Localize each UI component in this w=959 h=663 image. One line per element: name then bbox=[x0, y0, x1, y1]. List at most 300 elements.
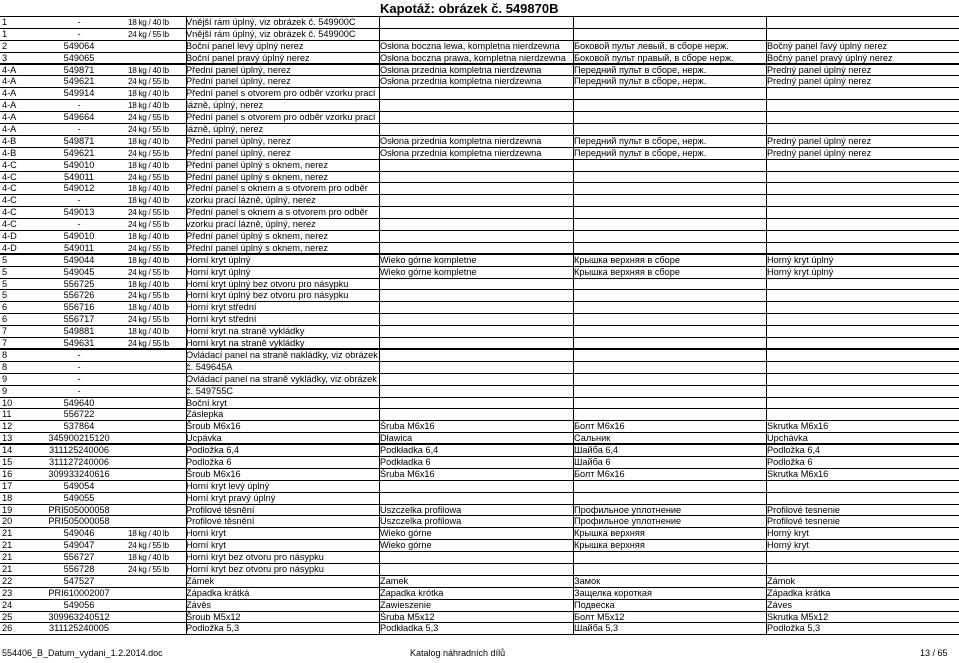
description-sk-cell: Zámok bbox=[767, 575, 796, 586]
part-number-cell: PRI505000058 bbox=[48, 504, 110, 515]
description-ru-cell: Защелка короткая bbox=[574, 587, 652, 598]
description-cz-cell: vzorku prací lázně, úplný, nerez bbox=[186, 195, 316, 206]
weight-cell: 18 kg / 40 lb bbox=[128, 553, 169, 563]
weight-cell: 18 kg / 40 lb bbox=[128, 89, 169, 99]
description-pl-cell bbox=[380, 564, 572, 575]
description-ru-cell: Шайба 5,3 bbox=[574, 623, 619, 634]
part-number-cell: 556725 bbox=[63, 278, 95, 289]
description-cz-cell: Přední panel úplný, nerez bbox=[186, 147, 291, 158]
part-number-cell: - bbox=[77, 100, 81, 111]
position-cell: 4-A bbox=[2, 76, 17, 87]
table-row bbox=[0, 195, 959, 207]
part-number-cell: 311125240006 bbox=[49, 445, 109, 456]
description-ru-cell: Сальник bbox=[574, 433, 611, 444]
position-cell: 13 bbox=[2, 433, 13, 444]
weight-cell bbox=[128, 362, 184, 373]
footer-page-number: 13 / 65 bbox=[920, 648, 948, 658]
footer-filename: 554406_B_Datum_vydani_1.2.2014.doc bbox=[2, 648, 163, 658]
description-sk-cell: Predný panel úplný nerez bbox=[767, 147, 872, 158]
part-number-cell: 556726 bbox=[63, 290, 95, 301]
position-cell: 23 bbox=[2, 587, 13, 598]
position-cell: 4-A bbox=[2, 100, 17, 111]
description-sk-cell bbox=[767, 481, 959, 492]
description-pl-cell bbox=[380, 386, 572, 397]
description-sk-cell: Záves bbox=[767, 599, 793, 610]
description-pl-cell: Uszczelka profilowa bbox=[380, 504, 462, 515]
description-cz-cell: Závěs bbox=[186, 599, 212, 610]
description-sk-cell bbox=[767, 207, 959, 218]
table-row bbox=[0, 267, 959, 279]
description-ru-cell bbox=[574, 362, 764, 373]
part-number-cell: 549046 bbox=[63, 528, 95, 539]
table-row bbox=[0, 290, 959, 302]
weight-cell bbox=[128, 386, 184, 397]
description-ru-cell bbox=[574, 290, 764, 301]
column-divider bbox=[379, 16, 380, 634]
description-ru-cell bbox=[574, 338, 764, 348]
description-pl-cell bbox=[380, 207, 572, 218]
weight-cell bbox=[128, 469, 184, 480]
description-ru-cell bbox=[574, 398, 764, 409]
table-row bbox=[0, 564, 959, 576]
description-pl-cell bbox=[380, 552, 572, 563]
table-row bbox=[0, 350, 959, 362]
part-number-cell: 345900215120 bbox=[48, 433, 110, 444]
description-ru-cell: Профильное уплотнение bbox=[574, 504, 682, 515]
column-divider bbox=[766, 16, 767, 634]
description-pl-cell: Wieko górne bbox=[380, 528, 432, 539]
description-cz-cell: Boční panel levý úplný nerez bbox=[186, 40, 304, 51]
part-number-cell: - bbox=[77, 28, 81, 39]
description-cz-cell: č. 549645A bbox=[186, 361, 233, 372]
description-cz-cell: Přední panel úplný, nerez bbox=[186, 76, 291, 87]
table-row bbox=[0, 374, 959, 386]
table-row bbox=[0, 600, 959, 612]
weight-cell bbox=[128, 409, 184, 420]
description-sk-cell bbox=[767, 314, 959, 325]
description-ru-cell: Шайба 6,4 bbox=[574, 445, 619, 456]
description-sk-cell bbox=[767, 409, 959, 420]
weight-cell bbox=[128, 516, 184, 527]
description-pl-cell bbox=[380, 362, 572, 373]
description-cz-cell: Horní kryt úplný bez otvoru pro násypku bbox=[186, 278, 349, 289]
page-title: Kapotáž: obrázek č. 549870B bbox=[380, 1, 559, 16]
part-number-cell: 549056 bbox=[63, 599, 95, 610]
description-sk-cell bbox=[767, 350, 959, 361]
part-number-cell: 309933240616 bbox=[48, 468, 110, 479]
weight-cell bbox=[128, 493, 184, 504]
description-cz-cell: Ovládací panel na straně nakládky, viz obrázek bbox=[186, 349, 378, 360]
weight-cell: 24 kg / 55 lb bbox=[128, 125, 169, 135]
description-pl-cell bbox=[380, 493, 572, 504]
description-cz-cell: lázně, úplný, nerez bbox=[186, 124, 264, 135]
weight-cell: 18 kg / 40 lb bbox=[128, 136, 169, 146]
description-pl-cell: Osłona przednia kompletna nierdzewna bbox=[380, 147, 542, 158]
position-cell: 5 bbox=[2, 290, 8, 301]
table-row bbox=[0, 148, 959, 160]
table-row bbox=[0, 398, 959, 410]
part-number-cell: 549011 bbox=[64, 171, 94, 182]
description-sk-cell: Horný kryt bbox=[767, 540, 809, 551]
position-cell: 16 bbox=[2, 468, 13, 479]
weight-cell: 18 kg / 40 lb bbox=[128, 232, 169, 242]
weight-cell: 18 kg / 40 lb bbox=[128, 196, 169, 206]
position-cell: 22 bbox=[2, 575, 13, 586]
description-pl-cell bbox=[380, 183, 572, 194]
position-cell: 21 bbox=[2, 552, 13, 563]
part-number-cell: 549871 bbox=[63, 135, 95, 146]
position-cell: 1 bbox=[2, 17, 8, 27]
description-cz-cell: Vnější rám úplný, viz obrázek č. 549900C bbox=[186, 17, 356, 27]
description-pl-cell: Osłona boczna prawa, kompletna nierdzewna bbox=[380, 52, 566, 63]
position-cell: 4-A bbox=[2, 88, 17, 99]
position-cell: 7 bbox=[2, 326, 8, 337]
description-sk-cell bbox=[767, 124, 959, 135]
description-ru-cell bbox=[574, 183, 764, 194]
weight-cell: 24 kg / 55 lb bbox=[128, 148, 169, 158]
description-ru-cell: Крышка верхняя bbox=[574, 528, 645, 539]
description-cz-cell: Horní kryt levý úplný bbox=[186, 480, 270, 491]
position-cell: 4-D bbox=[2, 242, 17, 253]
table-row bbox=[0, 540, 959, 552]
description-sk-cell: Predný panel úplný nerez bbox=[767, 64, 872, 75]
weight-cell bbox=[128, 576, 184, 587]
weight-cell bbox=[128, 445, 184, 456]
weight-cell bbox=[128, 481, 184, 492]
description-ru-cell bbox=[574, 100, 764, 111]
description-cz-cell: Boční kryt bbox=[186, 397, 227, 408]
weight-cell: 18 kg / 40 lb bbox=[128, 101, 169, 111]
weight-cell: 18 kg / 40 lb bbox=[128, 279, 169, 289]
part-number-cell: 549914 bbox=[63, 88, 95, 99]
description-cz-cell: Podložka 5,3 bbox=[186, 623, 240, 634]
weight-cell: 24 kg / 55 lb bbox=[128, 339, 169, 348]
description-pl-cell bbox=[380, 219, 572, 230]
position-cell: 15 bbox=[2, 456, 13, 467]
table-row bbox=[0, 612, 959, 624]
description-ru-cell: Боковой пульт левый, в сборе нерж. bbox=[574, 40, 729, 51]
description-sk-cell bbox=[767, 302, 959, 313]
description-cz-cell: Přední panel s otvorem pro odběr vzorku prací bbox=[186, 112, 376, 123]
description-pl-cell bbox=[380, 481, 572, 492]
description-cz-cell: Západka krátká bbox=[186, 587, 250, 598]
weight-cell: 24 kg / 55 lb bbox=[128, 172, 169, 182]
position-cell: 6 bbox=[2, 314, 8, 325]
description-pl-cell: Zapadka krótka bbox=[380, 587, 444, 598]
table-row bbox=[0, 493, 959, 505]
description-sk-cell: Západka krátka bbox=[767, 587, 831, 598]
weight-cell bbox=[128, 350, 184, 361]
position-cell: 19 bbox=[2, 504, 13, 515]
table-row bbox=[0, 623, 959, 635]
position-cell: 10 bbox=[2, 397, 13, 408]
description-sk-cell bbox=[767, 398, 959, 409]
part-number-cell: 549013 bbox=[63, 207, 95, 218]
description-pl-cell bbox=[380, 374, 572, 385]
position-cell: 4-D bbox=[2, 231, 17, 242]
description-ru-cell bbox=[574, 195, 764, 206]
position-cell: 4-A bbox=[2, 124, 17, 135]
description-sk-cell bbox=[767, 29, 959, 40]
part-number-cell: 556716 bbox=[63, 302, 95, 313]
description-ru-cell: Шайба 6 bbox=[574, 456, 611, 467]
description-pl-cell: Wieko górne kompletne bbox=[380, 266, 477, 277]
part-number-cell: 311127240006 bbox=[49, 456, 109, 467]
description-ru-cell bbox=[574, 124, 764, 135]
description-sk-cell bbox=[767, 386, 959, 397]
weight-cell: 24 kg / 55 lb bbox=[128, 267, 169, 277]
description-pl-cell bbox=[380, 290, 572, 301]
weight-cell: 24 kg / 55 lb bbox=[128, 291, 169, 301]
description-sk-cell: Profilové tesnenie bbox=[767, 504, 841, 515]
table-row bbox=[0, 76, 959, 88]
description-cz-cell: Přední panel úplný s oknem, nerez bbox=[186, 242, 328, 253]
table-row bbox=[0, 41, 959, 53]
description-sk-cell: Predný panel úplný nerez bbox=[767, 76, 872, 87]
part-number-cell: 549640 bbox=[63, 397, 95, 408]
description-sk-cell: Bočný panel pravý úplný nerez bbox=[767, 52, 893, 63]
description-cz-cell: Přední panel s oknem a s otvorem pro odběr bbox=[186, 207, 368, 218]
description-ru-cell bbox=[574, 112, 764, 123]
description-ru-cell bbox=[574, 17, 764, 28]
part-number-cell: 549621 bbox=[63, 76, 95, 87]
table-row bbox=[0, 53, 959, 65]
description-pl-cell: Wieko górne kompletne bbox=[380, 254, 477, 265]
part-number-cell: 549621 bbox=[63, 147, 95, 158]
weight-cell: 24 kg / 55 lb bbox=[128, 77, 169, 87]
table-row bbox=[0, 219, 959, 231]
part-number-cell: 549881 bbox=[63, 326, 95, 337]
part-number-cell: 549047 bbox=[63, 540, 95, 551]
part-number-cell: 556728 bbox=[63, 563, 95, 574]
description-sk-cell bbox=[767, 326, 959, 337]
weight-cell bbox=[128, 505, 184, 516]
part-number-cell: 549054 bbox=[63, 480, 95, 491]
table-row bbox=[0, 481, 959, 493]
weight-cell: 24 kg / 55 lb bbox=[128, 220, 169, 230]
description-ru-cell bbox=[574, 302, 764, 313]
description-ru-cell bbox=[574, 88, 764, 99]
description-sk-cell bbox=[767, 88, 959, 99]
weight-cell: 18 kg / 40 lb bbox=[128, 327, 169, 337]
weight-cell bbox=[128, 374, 184, 385]
position-cell: 4-A bbox=[2, 112, 17, 123]
description-ru-cell bbox=[574, 29, 764, 40]
description-pl-cell bbox=[380, 172, 572, 183]
table-row bbox=[0, 255, 959, 267]
table-row bbox=[0, 576, 959, 588]
description-cz-cell: Vnější rám úplný, viz obrázek č. 549900C bbox=[186, 28, 356, 39]
part-number-cell: 549065 bbox=[63, 52, 95, 63]
table-row bbox=[0, 552, 959, 564]
position-cell: 14 bbox=[2, 445, 13, 456]
position-cell: 21 bbox=[2, 540, 13, 551]
weight-cell: 24 kg / 55 lb bbox=[128, 541, 169, 551]
description-cz-cell: Ucpávka bbox=[186, 433, 222, 444]
part-number-cell: 556717 bbox=[63, 314, 95, 325]
table-row bbox=[0, 433, 959, 445]
position-cell: 7 bbox=[2, 338, 8, 348]
description-ru-cell bbox=[574, 314, 764, 325]
description-pl-cell: Dławica bbox=[380, 433, 413, 444]
description-pl-cell bbox=[380, 302, 572, 313]
table-row bbox=[0, 445, 959, 457]
table-row bbox=[0, 409, 959, 421]
position-cell: 17 bbox=[2, 480, 13, 491]
description-sk-cell: Podložka 6,4 bbox=[767, 445, 821, 456]
part-number-cell: 556727 bbox=[63, 552, 95, 563]
description-cz-cell: Šroub M6x16 bbox=[186, 468, 241, 479]
part-number-cell: - bbox=[77, 373, 81, 384]
table-row bbox=[0, 88, 959, 100]
description-cz-cell: Přední panel úplný, nerez bbox=[186, 135, 291, 146]
description-ru-cell: Крышка верхняя в сборе bbox=[574, 254, 681, 265]
description-ru-cell bbox=[574, 207, 764, 218]
description-sk-cell bbox=[767, 290, 959, 301]
description-sk-cell: Skrutka M6x16 bbox=[767, 468, 829, 479]
description-sk-cell bbox=[767, 172, 959, 183]
description-ru-cell bbox=[574, 481, 764, 492]
description-pl-cell bbox=[380, 314, 572, 325]
position-cell: 1 bbox=[2, 28, 8, 39]
table-row bbox=[0, 207, 959, 219]
description-ru-cell bbox=[574, 374, 764, 385]
table-row bbox=[0, 100, 959, 112]
part-number-cell: 549012 bbox=[63, 183, 95, 194]
description-cz-cell: Podložka 6,4 bbox=[186, 445, 240, 456]
description-sk-cell: Horný kryt úplný bbox=[767, 254, 834, 265]
part-number-cell: 549631 bbox=[63, 338, 95, 348]
description-pl-cell bbox=[380, 29, 572, 40]
description-cz-cell: Přední panel úplný, nerez bbox=[186, 64, 291, 75]
position-cell: 6 bbox=[2, 302, 8, 313]
description-sk-cell bbox=[767, 362, 959, 373]
description-ru-cell bbox=[574, 493, 764, 504]
description-cz-cell: Přední panel úplný s oknem, nerez bbox=[186, 159, 328, 170]
weight-cell: 18 kg / 40 lb bbox=[128, 18, 169, 27]
description-sk-cell: Predný panel úplný nerez bbox=[767, 135, 872, 146]
part-number-cell: - bbox=[77, 124, 81, 135]
description-pl-cell bbox=[380, 338, 572, 348]
description-sk-cell: Podložka 5,3 bbox=[767, 623, 821, 634]
description-pl-cell bbox=[380, 160, 572, 171]
part-number-cell: 549044 bbox=[63, 254, 95, 265]
table-row bbox=[0, 160, 959, 172]
description-pl-cell: Podkładka 6,4 bbox=[380, 445, 439, 456]
position-cell: 4-C bbox=[2, 183, 17, 194]
position-cell: 4-C bbox=[2, 159, 17, 170]
description-cz-cell: Horní kryt úplný bbox=[186, 266, 251, 277]
description-ru-cell: Болт M5x12 bbox=[574, 611, 625, 622]
description-ru-cell: Боковой пульт правый, в сборе нерж. bbox=[574, 52, 734, 63]
weight-cell bbox=[128, 588, 184, 599]
position-cell: 4-C bbox=[2, 195, 17, 206]
description-sk-cell bbox=[767, 493, 959, 504]
position-cell: 4-B bbox=[2, 147, 17, 158]
weight-cell: 18 kg / 40 lb bbox=[128, 160, 169, 170]
position-cell: 4-C bbox=[2, 171, 17, 182]
table-row bbox=[0, 386, 959, 398]
description-ru-cell bbox=[574, 219, 764, 230]
description-ru-cell: Профильное уплотнение bbox=[574, 516, 682, 527]
description-cz-cell: Přední panel úplný s oknem, nerez bbox=[186, 171, 328, 182]
description-pl-cell: Wieko górne bbox=[380, 540, 432, 551]
description-pl-cell: Śruba M6x16 bbox=[380, 421, 435, 432]
description-pl-cell bbox=[380, 124, 572, 135]
part-number-cell: - bbox=[77, 361, 81, 372]
description-ru-cell: Замок bbox=[574, 575, 601, 586]
description-sk-cell bbox=[767, 338, 959, 348]
description-sk-cell bbox=[767, 17, 959, 28]
description-cz-cell: Profilové těsnění bbox=[186, 516, 255, 527]
description-pl-cell: Śruba M5x12 bbox=[380, 611, 435, 622]
part-number-cell: - bbox=[77, 195, 81, 206]
description-cz-cell: Podložka 6 bbox=[186, 456, 232, 467]
description-sk-cell bbox=[767, 564, 959, 575]
description-sk-cell bbox=[767, 219, 959, 230]
table-row bbox=[0, 516, 959, 528]
table-row bbox=[0, 136, 959, 148]
position-cell: 9 bbox=[2, 385, 8, 396]
part-number-cell: 549055 bbox=[63, 492, 95, 503]
description-sk-cell bbox=[767, 231, 959, 242]
weight-cell bbox=[128, 623, 184, 634]
description-pl-cell bbox=[380, 100, 572, 111]
description-cz-cell: Boční panel pravý úplný nerez bbox=[186, 52, 310, 63]
description-cz-cell: Horní kryt na straně vykládky bbox=[186, 338, 305, 348]
position-cell: 8 bbox=[2, 349, 8, 360]
description-pl-cell bbox=[380, 17, 572, 28]
table-row bbox=[0, 588, 959, 600]
position-cell: 4-C bbox=[2, 219, 17, 230]
description-pl-cell: Uszczelka profilowa bbox=[380, 516, 462, 527]
position-cell: 24 bbox=[2, 599, 13, 610]
weight-cell bbox=[128, 433, 184, 443]
description-cz-cell: Šroub M5x12 bbox=[186, 611, 241, 622]
weight-cell: 18 kg / 40 lb bbox=[128, 65, 169, 75]
part-number-cell: 547527 bbox=[63, 575, 95, 586]
description-cz-cell: Horní kryt úplný bez otvoru pro násypku bbox=[186, 290, 349, 301]
table-row bbox=[0, 302, 959, 314]
description-pl-cell bbox=[380, 279, 572, 290]
weight-cell bbox=[128, 41, 184, 52]
description-sk-cell bbox=[767, 183, 959, 194]
table-row bbox=[0, 183, 959, 195]
part-number-cell: - bbox=[77, 17, 81, 27]
description-ru-cell: Болт M6x16 bbox=[574, 421, 625, 432]
part-number-cell: 549064 bbox=[63, 40, 95, 51]
table-row bbox=[0, 326, 959, 338]
part-number-cell: PRI610002007 bbox=[48, 587, 110, 598]
position-cell: 18 bbox=[2, 492, 13, 503]
position-cell: 4-B bbox=[2, 135, 17, 146]
description-sk-cell bbox=[767, 112, 959, 123]
weight-cell: 24 kg / 55 lb bbox=[128, 208, 169, 218]
description-ru-cell: Передний пульт в сборе, нерж. bbox=[574, 64, 707, 75]
description-ru-cell: Передний пульт в сборе, нерж. bbox=[574, 76, 707, 87]
description-cz-cell: Šroub M6x16 bbox=[186, 421, 241, 432]
position-cell: 4-A bbox=[2, 64, 17, 75]
position-cell: 8 bbox=[2, 361, 8, 372]
description-cz-cell: Horní kryt na straně vykládky bbox=[186, 326, 305, 337]
description-sk-cell: Skrutka M6x16 bbox=[767, 421, 829, 432]
description-pl-cell: Podkładka 5,3 bbox=[380, 623, 439, 634]
description-cz-cell: Horní kryt střední bbox=[186, 314, 257, 325]
table-row bbox=[0, 457, 959, 469]
description-sk-cell bbox=[767, 195, 959, 206]
description-pl-cell bbox=[380, 326, 572, 337]
description-cz-cell: č. 549755C bbox=[186, 385, 233, 396]
